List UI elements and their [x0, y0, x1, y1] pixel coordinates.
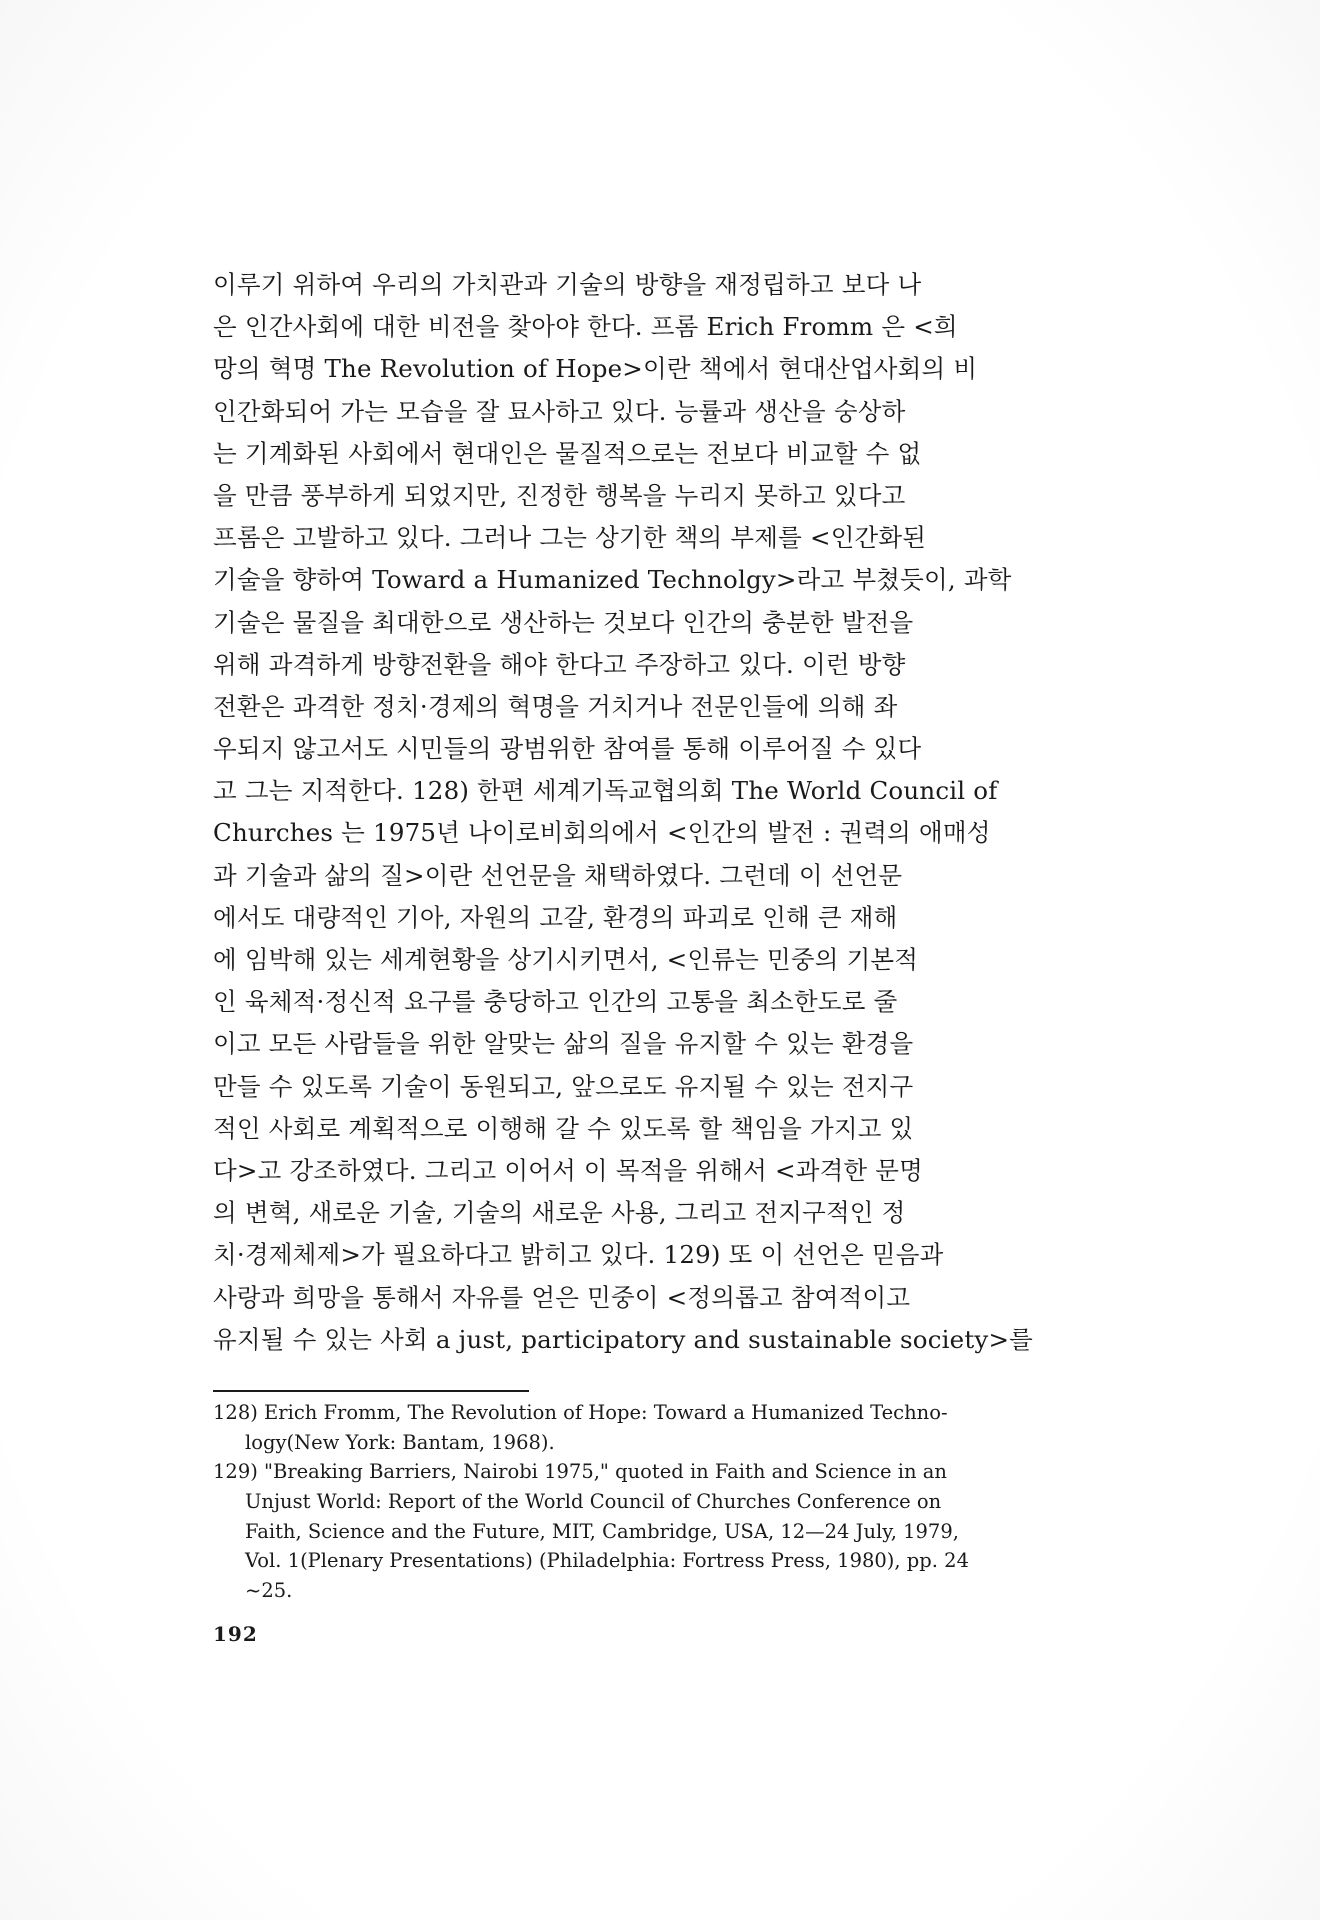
body-line: [213, 1150, 1123, 1192]
body-line-text: 이고 모든 사람들을 위한 알맞는 삶의 질을 유지할 수 있는 환경을: [213, 1029, 914, 1059]
body-line: [213, 1319, 1123, 1361]
footnote-129: [213, 1457, 1123, 1605]
footnote-line: [213, 1428, 1123, 1458]
body-line-text: 는 기계화된 사회에서 현대인은 물질적으로는 전보다 비교할 수 없: [213, 438, 922, 468]
body-line: [213, 1277, 1123, 1319]
body-line: [213, 686, 1123, 728]
body-line-text: Churches 는 1975년 나이로비회의에서 <인간의 발전 : 권력의 애매성: [213, 818, 991, 848]
body-line: [213, 1066, 1123, 1108]
footnote-line: [213, 1576, 1123, 1606]
body-line: [213, 644, 1123, 686]
body-line: [213, 348, 1123, 390]
body-line-text: 인간화되어 가는 모습을 잘 묘사하고 있다. 능률과 생산을 숭상하: [213, 396, 906, 426]
body-line-text: 은 인간사회에 대한 비전을 찾아야 한다. 프롬 Erich Fromm 은 <희: [213, 312, 958, 342]
body-line-text: 적인 사회로 계획적으로 이행해 갈 수 있도록 할 책임을 가지고 있: [213, 1113, 914, 1143]
body-line-text: 만들 수 있도록 기술이 동원되고, 앞으로도 유지될 수 있는 전지구: [213, 1071, 914, 1101]
footnote-line: [213, 1546, 1123, 1576]
body-line: [213, 728, 1123, 770]
body-line: [213, 517, 1123, 559]
body-line-text: 과 기술과 삶의 질>이란 선언문을 채택하였다. 그런데 이 선언문: [213, 860, 903, 890]
body-line: [213, 391, 1123, 433]
body-line-text: 사랑과 희망을 통해서 자유를 얻은 민중이 <정의롭고 참여적이고: [213, 1282, 911, 1312]
body-line-text: 전환은 과격한 정치·경제의 혁명을 거치거나 전문인들에 의해 좌: [213, 691, 898, 721]
body-line: [213, 855, 1123, 897]
body-line: [213, 1023, 1123, 1065]
footnote-line: [213, 1457, 1123, 1487]
body-line: [213, 1192, 1123, 1234]
body-line: [213, 306, 1123, 348]
footnote-line: [213, 1487, 1123, 1517]
body-line-text: 에서도 대량적인 기아, 자원의 고갈, 환경의 파괴로 인해 큰 재해: [213, 902, 898, 932]
footnote-line-text: Faith, Science and the Future, MIT, Cambridge, USA, 12—24 July, 1979,: [245, 1519, 959, 1543]
footnote-128: [213, 1398, 1123, 1457]
body-line: [213, 433, 1123, 475]
page-number: 192: [213, 1622, 258, 1646]
body-line-text: 프롬은 고발하고 있다. 그러나 그는 상기한 책의 부제를 <인간화된: [213, 523, 927, 553]
body-line-text: 인 육체적·정신적 요구를 충당하고 인간의 고통을 최소한도로 줄: [213, 987, 898, 1017]
body-line: [213, 897, 1123, 939]
body-line: [213, 981, 1123, 1023]
body-line: [213, 770, 1123, 812]
body-line-text: 에 임박해 있는 세계현황을 상기시키면서, <인류는 민중의 기본적: [213, 945, 919, 974]
body-line-text: 기술을 향하여 Toward a Humanized Technolgy>라고 부쳤듯이, 과학: [213, 565, 1012, 595]
body-line-text: 다>고 강조하였다. 그리고 이어서 이 목적을 위해서 <과격한 문명: [213, 1155, 924, 1185]
body-line: [213, 1108, 1123, 1150]
body-line-text: 을 만큼 풍부하게 되었지만, 진정한 행복을 누리지 못하고 있다고: [213, 480, 906, 510]
body-line: [213, 1234, 1123, 1276]
footnote-line-text: ~25.: [245, 1579, 293, 1603]
footnote-line: [213, 1517, 1123, 1547]
body-line-text: 우되지 않고서도 시민들의 광범위한 참여를 통해 이루어질 수 있다: [213, 734, 922, 764]
body-line-text: 치·경제체제>가 필요하다고 밝히고 있다. 129) 또 이 선언은 믿음과: [213, 1240, 944, 1270]
body-line-text: 이루기 위하여 우리의 가치관과 기술의 방향을 재정립하고 보다 나: [213, 270, 922, 299]
footnote-line-text: Unjust World: Report of the World Council of Churches Conference on: [245, 1490, 942, 1514]
body-line: [213, 475, 1123, 517]
body-line: [213, 602, 1123, 644]
body-line: [213, 264, 1123, 306]
footnotes: [213, 1398, 1123, 1606]
body-line: [213, 812, 1123, 854]
body-line-text: 망의 혁명 The Revolution of Hope>이란 책에서 현대산업사회의 비: [213, 354, 978, 384]
footnote-line-text: Vol. 1(Plenary Presentations) (Philadelphia: Fortress Press, 1980), pp. 24: [245, 1549, 969, 1573]
body-line-text: 기술은 물질을 최대한으로 생산하는 것보다 인간의 충분한 발전을: [213, 607, 914, 637]
footnote-line-text: logy(New York: Bantam, 1968).: [245, 1430, 555, 1454]
body-line: [213, 559, 1123, 601]
body-line-text: 유지될 수 있는 사회 a just, participatory and sustainable society>를: [213, 1324, 1034, 1354]
body-line-text: 고 그는 지적한다. 128) 한편 세계기독교협의회 The World Council of: [213, 776, 998, 806]
footnote-line-text: 129) "Breaking Barriers, Nairobi 1975," quoted in Faith and Science in an: [213, 1460, 947, 1484]
body-line-text: 위해 과격하게 방향전환을 해야 한다고 주장하고 있다. 이런 방향: [213, 649, 906, 679]
body-text: [213, 264, 1123, 1361]
footnote-line-text: 128) Erich Fromm, The Revolution of Hope: Toward a Humanized Techno-: [213, 1401, 948, 1424]
body-line: [213, 939, 1123, 981]
footnote-divider: [213, 1390, 529, 1392]
body-line-text: 의 변혁, 새로운 기술, 기술의 새로운 사용, 그리고 전지구적인 정: [213, 1198, 906, 1228]
footnote-line: [213, 1398, 1123, 1428]
